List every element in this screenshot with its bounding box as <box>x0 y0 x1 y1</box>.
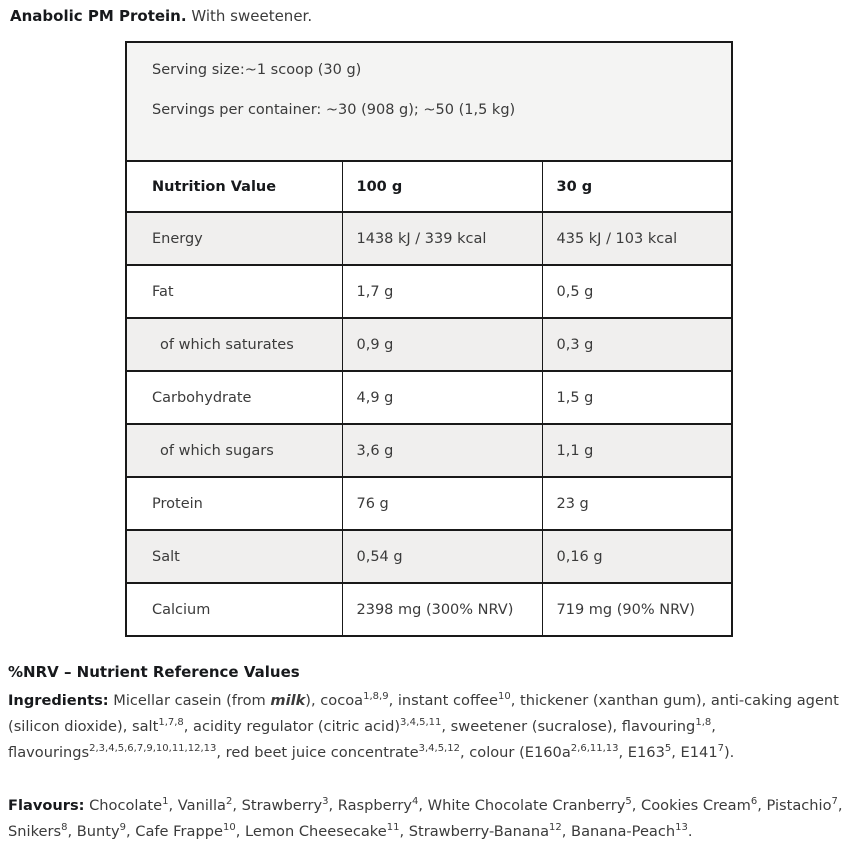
value-per-100g: 1438 kJ / 339 kcal <box>342 212 542 265</box>
text-segment: , E163 <box>618 744 665 761</box>
table-row <box>126 212 732 265</box>
text-segment: . <box>687 823 693 840</box>
text-segment: , acidity regulator (citric acid) <box>183 718 401 735</box>
column-header-nutrition-value: Nutrition Value <box>126 161 342 212</box>
footnote-superscript: 1 <box>162 796 169 808</box>
nrv-note: %NRV – Nutrient Reference Values <box>8 663 300 681</box>
footnote-superscript: 9 <box>119 822 126 834</box>
table-header-row <box>126 161 732 212</box>
text-segment: , flavourings <box>8 718 716 761</box>
text-segment: , Bunty <box>67 823 120 840</box>
value-per-30g: 719 mg (90% NRV) <box>542 583 732 636</box>
ingredients-text <box>8 692 839 761</box>
footnote-superscript: 4 <box>412 796 419 808</box>
nutrition-values-body <box>126 212 732 636</box>
nutrient-label: Salt <box>126 530 342 583</box>
serving-info-cell <box>126 42 732 161</box>
text-segment: , Cookies Cream <box>631 797 751 814</box>
footnote-superscript: 2 <box>225 796 233 808</box>
footnote-superscript: 2,3,4,5,6,7,9,10,11,12,13 <box>89 743 217 755</box>
footnote-superscript: 5 <box>625 796 632 808</box>
serving-info-row <box>126 42 732 161</box>
text-segment: , thickener (xanthan gum), anti-caking agent (silicon dioxide), salt <box>8 692 839 735</box>
text-segment: , colour (E160a <box>459 744 571 761</box>
product-name: Anabolic PM Protein. <box>10 7 187 25</box>
table-row <box>126 477 732 530</box>
table-row <box>126 318 732 371</box>
footnote-superscript: 3 <box>322 796 329 808</box>
footnote-superscript: 10 <box>222 822 236 834</box>
text-segment: , Strawberry <box>232 797 323 814</box>
text-segment: , E141 <box>671 744 718 761</box>
value-per-100g: 2398 mg (300% NRV) <box>342 583 542 636</box>
ingredients-paragraph <box>8 688 848 766</box>
nutrient-label: Calcium <box>126 583 342 636</box>
footnote-superscript: 8 <box>61 822 68 834</box>
value-per-100g: 0,54 g <box>342 530 542 583</box>
text-segment: , sweetener (sucralose), flavouring <box>441 718 696 735</box>
table-row <box>126 424 732 477</box>
text-segment: ), cocoa <box>305 692 364 709</box>
footnote-superscript: 1,8 <box>695 717 712 729</box>
text-segment: milk <box>270 692 306 709</box>
nutrition-table <box>125 41 733 637</box>
nutrient-label: Fat <box>126 265 342 318</box>
text-segment: , instant coffee <box>388 692 499 709</box>
text-segment: , Banana-Peach <box>561 823 676 840</box>
nutrient-label: Energy <box>126 212 342 265</box>
footnote-superscript: 7 <box>831 796 838 808</box>
serving-size: Serving size:~1 scoop (30 g) <box>152 62 362 78</box>
text-segment: , Raspberry <box>328 797 412 814</box>
column-header-100g: 100 g <box>342 161 542 212</box>
value-per-30g: 435 kJ / 103 kcal <box>542 212 732 265</box>
value-per-100g: 76 g <box>342 477 542 530</box>
value-per-30g: 1,5 g <box>542 371 732 424</box>
value-per-30g: 1,1 g <box>542 424 732 477</box>
table-row <box>126 265 732 318</box>
text-segment: , Lemon Cheesecake <box>235 823 387 840</box>
text-segment: , Cafe Frappe <box>126 823 223 840</box>
footnote-superscript: 1,7,8 <box>158 717 184 729</box>
nutrient-label: of which sugars <box>126 424 342 477</box>
nutrient-label: of which saturates <box>126 318 342 371</box>
text-segment: , White Chocolate Cranberry <box>418 797 626 814</box>
footnote-superscript: 6 <box>750 796 758 808</box>
value-per-30g: 23 g <box>542 477 732 530</box>
table-row <box>126 530 732 583</box>
flavours-paragraph <box>8 793 848 845</box>
footnote-superscript: 11 <box>386 822 400 834</box>
nutrient-label: Protein <box>126 477 342 530</box>
value-per-30g: 0,3 g <box>542 318 732 371</box>
product-subtitle: With sweetener. <box>186 7 313 25</box>
footnote-superscript: 3,4,5,12 <box>418 743 460 755</box>
footnote-superscript: 12 <box>549 822 562 834</box>
value-per-100g: 4,9 g <box>342 371 542 424</box>
footnote-superscript: 10 <box>498 691 511 703</box>
footnote-superscript: 3,4,5,11 <box>400 717 442 729</box>
text-segment: Micellar casein (from <box>108 692 271 709</box>
table-row <box>126 371 732 424</box>
page-title <box>0 0 856 26</box>
text-segment: , Strawberry-Banana <box>399 823 550 840</box>
flavours-text <box>8 797 843 840</box>
ingredients-label: Ingredients: <box>8 692 109 709</box>
value-per-100g: 1,7 g <box>342 265 542 318</box>
table-row <box>126 583 732 636</box>
text-segment: ). <box>723 744 735 761</box>
footnote-superscript: 2,6,11,13 <box>570 743 619 755</box>
servings-per-container: Servings per container: ~30 (908 g); ~50 (1,5 kg) <box>152 102 516 118</box>
text-segment: , Vanilla <box>168 797 226 814</box>
flavours-label: Flavours: <box>8 797 85 814</box>
text-segment: , Snikers <box>8 797 843 840</box>
footnote-superscript: 1,8,9 <box>363 691 389 703</box>
value-per-100g: 0,9 g <box>342 318 542 371</box>
footnote-superscript: 7 <box>717 743 724 755</box>
value-per-100g: 3,6 g <box>342 424 542 477</box>
value-per-30g: 0,5 g <box>542 265 732 318</box>
text-segment: , Pistachio <box>757 797 832 814</box>
footnote-superscript: 13 <box>675 822 688 834</box>
column-header-30g: 30 g <box>542 161 732 212</box>
value-per-30g: 0,16 g <box>542 530 732 583</box>
nutrient-label: Carbohydrate <box>126 371 342 424</box>
footer-text <box>0 663 856 845</box>
footnote-superscript: 5 <box>664 743 672 755</box>
text-segment: Chocolate <box>84 797 163 814</box>
text-segment: , red beet juice concentrate <box>216 744 419 761</box>
